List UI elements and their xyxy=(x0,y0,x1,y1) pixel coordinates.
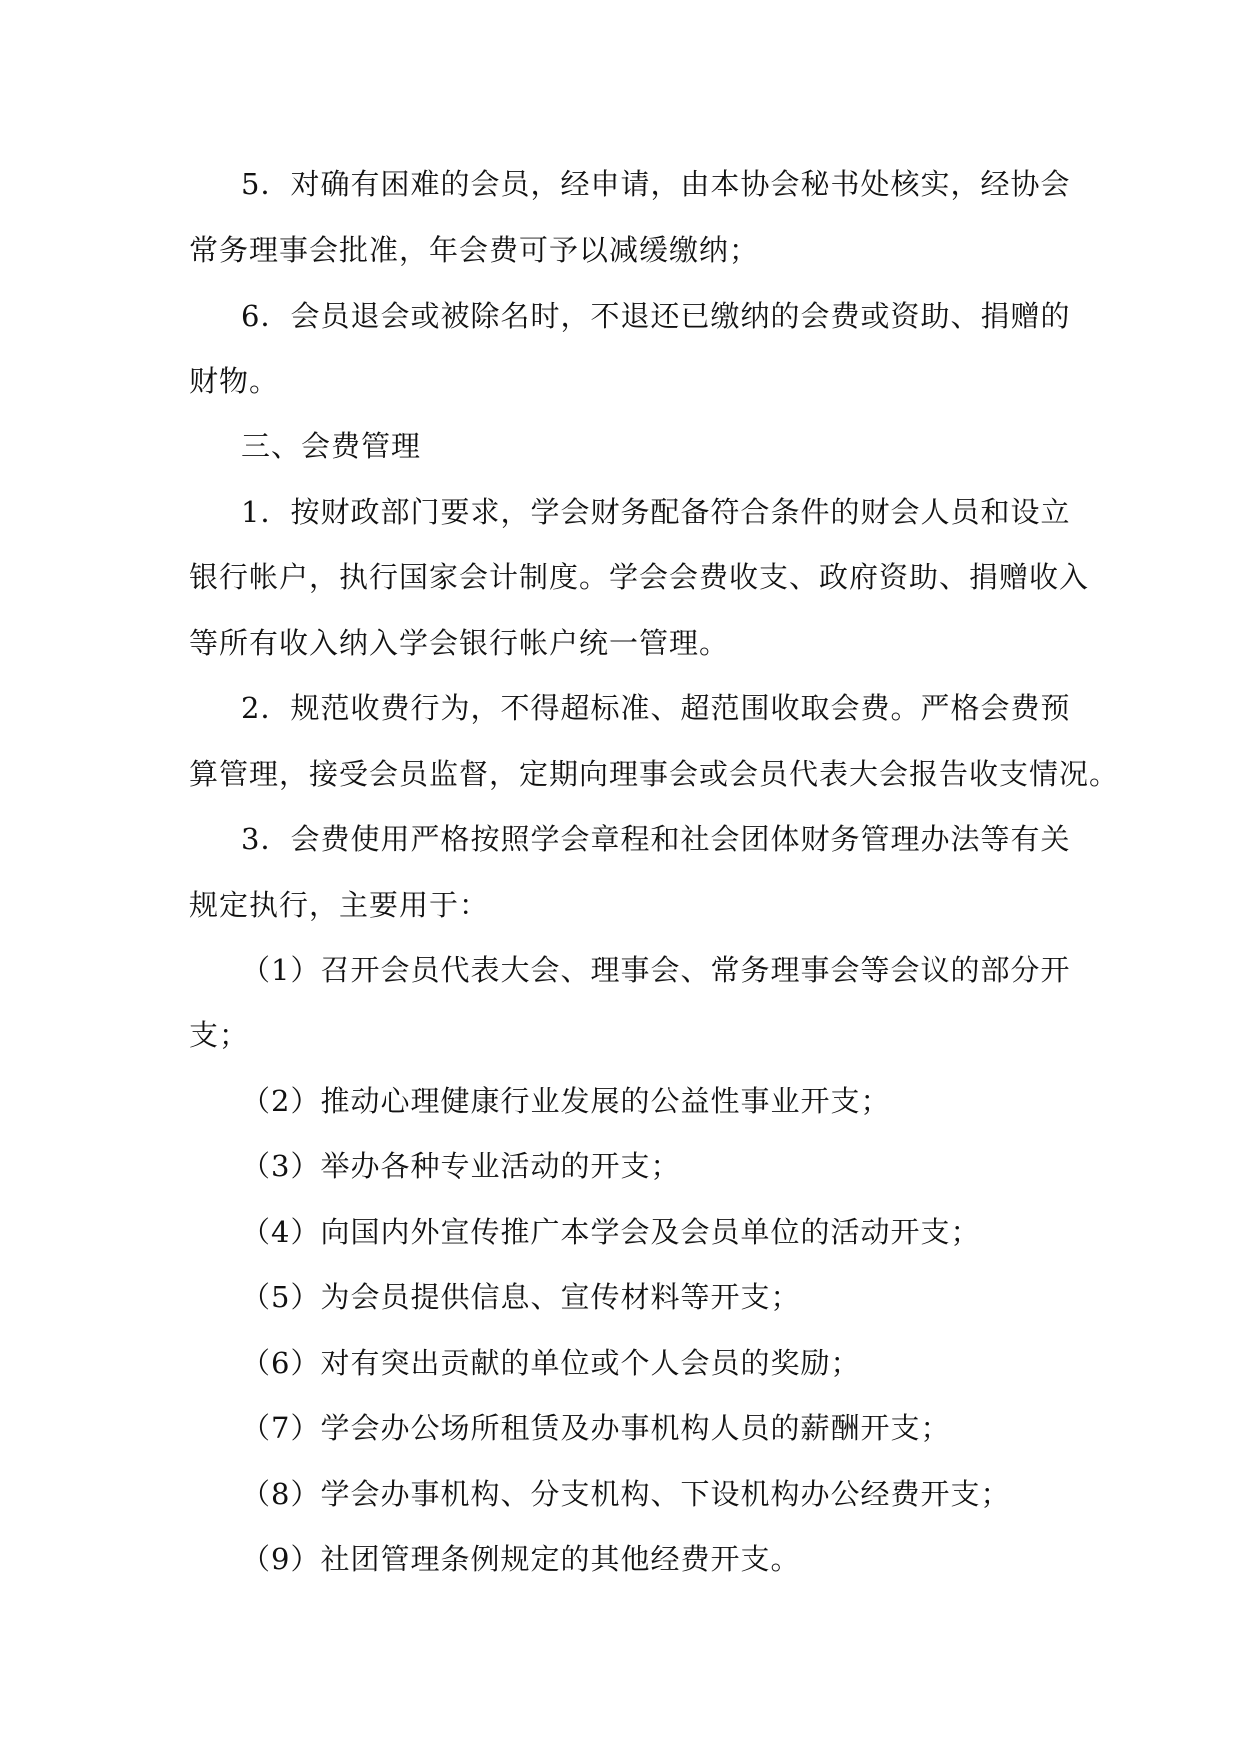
section-heading-fee-management: 三、会费管理 xyxy=(241,429,422,463)
text-line-item6-part1: 6．会员退会或被除名时，不退还已缴纳的会费或资助、捐赠的 xyxy=(241,299,1071,333)
text-line-item5-part2: 常务理事会批准，年会费可予以减缓缴纳； xyxy=(189,233,760,267)
text-line-rule2-part1: 2．规范收费行为，不得超标准、超范围收取会费。严格会费预 xyxy=(241,691,1071,725)
text-line-rule2-part2: 算管理，接受会员监督，定期向理事会或会员代表大会报告收支情况。 xyxy=(189,757,1120,791)
text-line-rule1-part2: 银行帐户，执行国家会计制度。学会会费收支、政府资助、捐赠收入 xyxy=(189,560,1090,594)
text-line-rule3-part1: 3．会费使用严格按照学会章程和社会团体财务管理办法等有关 xyxy=(241,822,1071,856)
text-line-rule1-part1: 1．按财政部门要求，学会财务配备符合条件的财会人员和设立 xyxy=(241,495,1071,529)
text-line-rule3-part2: 规定执行，主要用于： xyxy=(189,888,490,922)
list-item-1-part1: （1）召开会员代表大会、理事会、常务理事会等会议的部分开 xyxy=(241,953,1071,987)
list-item-6: （6）对有突出贡献的单位或个人会员的奖励； xyxy=(241,1346,861,1380)
list-item-7: （7）学会办公场所租赁及办事机构人员的薪酬开支； xyxy=(241,1411,951,1445)
list-item-8: （8）学会办事机构、分支机构、下设机构办公经费开支； xyxy=(241,1477,1011,1511)
text-line-item6-part2: 财物。 xyxy=(189,364,280,398)
list-item-9: （9）社团管理条例规定的其他经费开支。 xyxy=(241,1542,801,1576)
list-item-3: （3）举办各种专业活动的开支； xyxy=(241,1149,681,1183)
text-line-item5-part1: 5．对确有困难的会员，经申请，由本协会秘书处核实，经协会 xyxy=(241,167,1071,201)
list-item-5: （5）为会员提供信息、宣传材料等开支； xyxy=(241,1280,801,1314)
list-item-4: （4）向国内外宣传推广本学会及会员单位的活动开支； xyxy=(241,1215,981,1249)
list-item-2: （2）推动心理健康行业发展的公益性事业开支； xyxy=(241,1084,891,1118)
text-line-rule1-part3: 等所有收入纳入学会银行帐户统一管理。 xyxy=(189,626,730,660)
list-item-1-part2: 支； xyxy=(189,1018,250,1052)
